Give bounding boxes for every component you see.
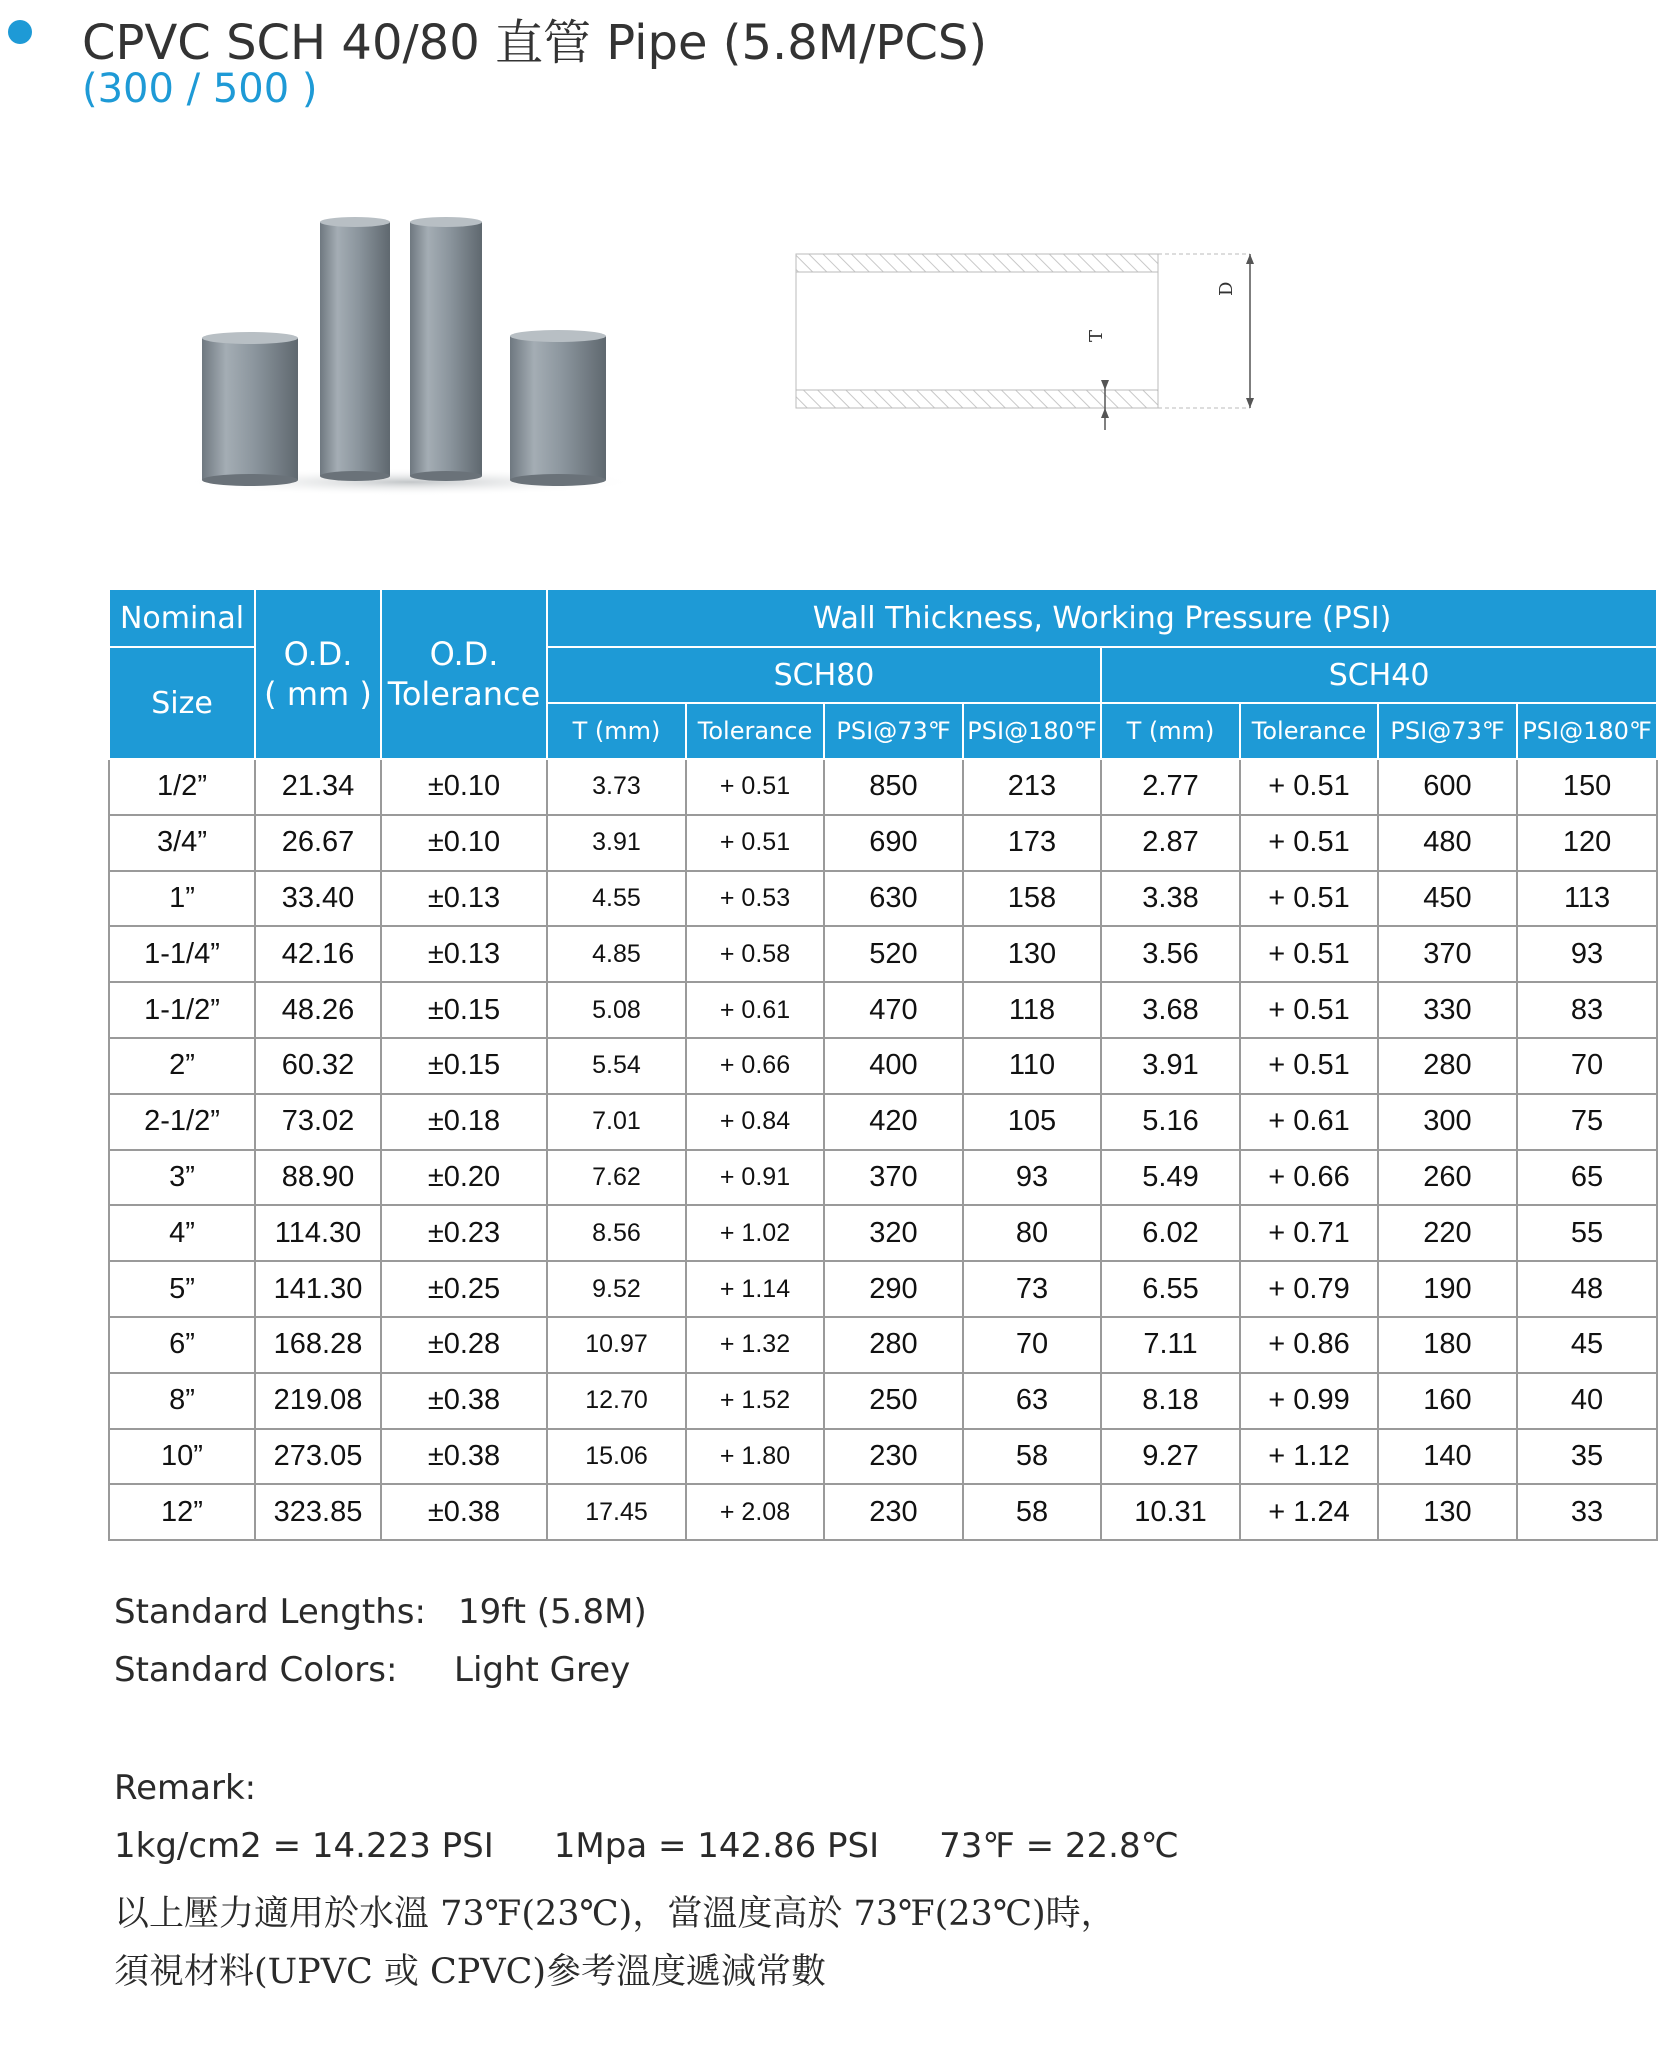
table-cell: 130	[963, 926, 1101, 982]
table-cell: + 0.99	[1240, 1373, 1378, 1429]
table-cell: + 0.51	[1240, 759, 1378, 815]
table-cell: 470	[824, 982, 963, 1038]
standard-colors-row	[114, 1650, 630, 1690]
table-cell: 320	[824, 1205, 963, 1261]
table-cell: 58	[963, 1484, 1101, 1540]
table-cell: + 1.02	[686, 1205, 824, 1261]
table-cell: 26.67	[255, 815, 381, 871]
table-cell: 93	[1517, 926, 1657, 982]
table-cell: + 0.53	[686, 871, 824, 927]
table-cell: 33	[1517, 1484, 1657, 1540]
table-cell: + 1.12	[1240, 1429, 1378, 1485]
table-cell: + 0.84	[686, 1094, 824, 1150]
table-cell: 330	[1378, 982, 1517, 1038]
header-sch80: SCH80	[547, 647, 1101, 703]
header-size: Size	[109, 647, 255, 759]
table-cell: 93	[963, 1150, 1101, 1206]
pipe-product-image	[180, 210, 640, 500]
table-cell: + 0.51	[1240, 982, 1378, 1038]
table-cell: 15.06	[547, 1429, 686, 1485]
table-row	[109, 815, 1657, 871]
table-cell: 8.18	[1101, 1373, 1240, 1429]
table-cell: 40	[1517, 1373, 1657, 1429]
table-cell: ±0.10	[381, 759, 547, 815]
table-cell: 42.16	[255, 926, 381, 982]
table-cell: 5.16	[1101, 1094, 1240, 1150]
table-body	[109, 759, 1657, 1540]
pipe-spec-table	[108, 588, 1658, 1541]
table-cell: 17.45	[547, 1484, 686, 1540]
table-cell: 33.40	[255, 871, 381, 927]
table-cell: 60.32	[255, 1038, 381, 1094]
table-cell: 2.87	[1101, 815, 1240, 871]
table-cell: ±0.28	[381, 1317, 547, 1373]
table-cell: 12.70	[547, 1373, 686, 1429]
table-cell: 690	[824, 815, 963, 871]
table-cell: + 0.71	[1240, 1205, 1378, 1261]
table-cell: ±0.15	[381, 982, 547, 1038]
table-cell: 160	[1378, 1373, 1517, 1429]
table-cell: 5.08	[547, 982, 686, 1038]
standard-colors-label: Standard Colors:	[114, 1650, 398, 1690]
table-cell: 110	[963, 1038, 1101, 1094]
subheader-cell: PSI@180℉	[963, 703, 1101, 759]
table-cell: 600	[1378, 759, 1517, 815]
table-cell: 6.55	[1101, 1261, 1240, 1317]
table-cell: 230	[824, 1429, 963, 1485]
table-cell: 7.62	[547, 1150, 686, 1206]
table-cell: 2-1/2”	[109, 1094, 255, 1150]
table-row	[109, 759, 1657, 815]
conversion-kg: 1kg/cm2 = 14.223 PSI	[114, 1826, 494, 1866]
table-cell: 180	[1378, 1317, 1517, 1373]
table-cell: + 0.66	[686, 1038, 824, 1094]
table-cell: + 0.79	[1240, 1261, 1378, 1317]
table-cell: 65	[1517, 1150, 1657, 1206]
table-cell: 250	[824, 1373, 963, 1429]
table-cell: 2”	[109, 1038, 255, 1094]
table-cell: 10”	[109, 1429, 255, 1485]
table-cell: 3.73	[547, 759, 686, 815]
table-cell: + 1.52	[686, 1373, 824, 1429]
table-cell: 158	[963, 871, 1101, 927]
table-cell: 113	[1517, 871, 1657, 927]
pipe-tall-1	[320, 222, 390, 476]
table-cell: 8”	[109, 1373, 255, 1429]
table-cell: 5.54	[547, 1038, 686, 1094]
table-cell: 70	[963, 1317, 1101, 1373]
table-cell: + 1.14	[686, 1261, 824, 1317]
table-cell: 520	[824, 926, 963, 982]
table-cell: 5”	[109, 1261, 255, 1317]
subheader-cell: Tolerance	[1240, 703, 1378, 759]
table-cell: 3.91	[1101, 1038, 1240, 1094]
table-cell: 290	[824, 1261, 963, 1317]
table-cell: 88.90	[255, 1150, 381, 1206]
table-cell: 4”	[109, 1205, 255, 1261]
table-cell: + 1.24	[1240, 1484, 1378, 1540]
conversion-mpa: 1Mpa = 142.86 PSI	[553, 1826, 880, 1866]
table-cell: ±0.23	[381, 1205, 547, 1261]
table-cell: 3/4”	[109, 815, 255, 871]
table-cell: 1”	[109, 871, 255, 927]
standard-lengths-value: 19ft (5.8M)	[458, 1592, 647, 1632]
table-cell: + 0.51	[1240, 871, 1378, 927]
pipe-section-diagram	[780, 240, 1260, 430]
table-cell: 400	[824, 1038, 963, 1094]
table-cell: 8.56	[547, 1205, 686, 1261]
remark-conversions	[114, 1826, 1179, 1866]
table-cell: ±0.25	[381, 1261, 547, 1317]
header-nominal: Nominal	[109, 589, 255, 647]
table-cell: 75	[1517, 1094, 1657, 1150]
table-cell: 63	[963, 1373, 1101, 1429]
table-cell: + 0.51	[686, 759, 824, 815]
table-cell: 213	[963, 759, 1101, 815]
standard-lengths-row	[114, 1592, 647, 1632]
table-cell: 2.77	[1101, 759, 1240, 815]
subheader-cell: Tolerance	[686, 703, 824, 759]
table-cell: ±0.18	[381, 1094, 547, 1150]
table-cell: 4.85	[547, 926, 686, 982]
table-cell: 48	[1517, 1261, 1657, 1317]
table-cell: 3.91	[547, 815, 686, 871]
table-cell: 9.27	[1101, 1429, 1240, 1485]
table-cell: 141.30	[255, 1261, 381, 1317]
table-cell: ±0.38	[381, 1373, 547, 1429]
table-cell: 168.28	[255, 1317, 381, 1373]
table-cell: + 0.58	[686, 926, 824, 982]
table-cell: 114.30	[255, 1205, 381, 1261]
table-cell: 220	[1378, 1205, 1517, 1261]
table-cell: + 0.51	[1240, 1038, 1378, 1094]
table-cell: 10.97	[547, 1317, 686, 1373]
standard-colors-value: Light Grey	[454, 1650, 631, 1690]
table-row	[109, 982, 1657, 1038]
table-cell: 45	[1517, 1317, 1657, 1373]
table-cell: 6”	[109, 1317, 255, 1373]
table-cell: 140	[1378, 1429, 1517, 1485]
table-cell: + 0.91	[686, 1150, 824, 1206]
table-cell: 370	[824, 1150, 963, 1206]
header-wall-thickness: Wall Thickness, Working Pressure (PSI)	[547, 589, 1657, 647]
bullet-icon	[8, 20, 32, 44]
table-cell: 450	[1378, 871, 1517, 927]
table-cell: 273.05	[255, 1429, 381, 1485]
table-cell: 73	[963, 1261, 1101, 1317]
subheader-cell: PSI@180℉	[1517, 703, 1657, 759]
table-cell: ±0.38	[381, 1429, 547, 1485]
pipe-tall-2	[410, 222, 482, 476]
subheader-cell: T (mm)	[547, 703, 686, 759]
table-cell: 7.11	[1101, 1317, 1240, 1373]
table-row	[109, 1317, 1657, 1373]
table-cell: 370	[1378, 926, 1517, 982]
table-cell: + 0.61	[686, 982, 824, 1038]
table-cell: 480	[1378, 815, 1517, 871]
table-cell: 83	[1517, 982, 1657, 1038]
table-cell: 120	[1517, 815, 1657, 871]
table-cell: 7.01	[547, 1094, 686, 1150]
table-cell: + 1.80	[686, 1429, 824, 1485]
remark-note-2: 須視材料(UPVC 或 CPVC)參考溫度遞減常數	[114, 1952, 827, 1992]
page-subtitle: (300 / 500 )	[82, 66, 318, 112]
table-cell: 21.34	[255, 759, 381, 815]
table-cell: + 2.08	[686, 1484, 824, 1540]
table-cell: ±0.38	[381, 1484, 547, 1540]
pipe-short-right	[510, 336, 606, 480]
table-cell: 105	[963, 1094, 1101, 1150]
table-cell: 300	[1378, 1094, 1517, 1150]
table-cell: 12”	[109, 1484, 255, 1540]
table-cell: + 0.51	[1240, 926, 1378, 982]
diameter-label: D	[1216, 281, 1237, 296]
subheader-cell: T (mm)	[1101, 703, 1240, 759]
table-cell: 1-1/2”	[109, 982, 255, 1038]
table-cell: + 0.66	[1240, 1150, 1378, 1206]
table-cell: 80	[963, 1205, 1101, 1261]
table-cell: 35	[1517, 1429, 1657, 1485]
header-sch40: SCH40	[1101, 647, 1657, 703]
table-cell: + 0.51	[686, 815, 824, 871]
table-cell: ±0.20	[381, 1150, 547, 1206]
thickness-label: T	[1086, 329, 1107, 342]
table-cell: 173	[963, 815, 1101, 871]
table-cell: 6.02	[1101, 1205, 1240, 1261]
page-title: CPVC SCH 40/80 直管 Pipe (5.8M/PCS)	[82, 15, 988, 71]
table-cell: 219.08	[255, 1373, 381, 1429]
subheader-cell: PSI@73℉	[1378, 703, 1517, 759]
table-cell: + 0.61	[1240, 1094, 1378, 1150]
remark-title: Remark:	[114, 1768, 257, 1808]
table-cell: + 1.32	[686, 1317, 824, 1373]
table-cell: 3.38	[1101, 871, 1240, 927]
table-cell: 9.52	[547, 1261, 686, 1317]
table-cell: 48.26	[255, 982, 381, 1038]
table-cell: 850	[824, 759, 963, 815]
table-cell: 3”	[109, 1150, 255, 1206]
table-cell: 3.56	[1101, 926, 1240, 982]
table-cell: 73.02	[255, 1094, 381, 1150]
table-cell: 118	[963, 982, 1101, 1038]
table-row	[109, 1150, 1657, 1206]
table-cell: ±0.13	[381, 926, 547, 982]
remark-note-1: 以上壓力適用於水溫 73℉(23℃)，當溫度高於 73℉(23℃)時，	[114, 1894, 1116, 1934]
pipe-short-left	[202, 338, 298, 480]
table-cell: ±0.13	[381, 871, 547, 927]
table-cell: 3.68	[1101, 982, 1240, 1038]
table-row	[109, 926, 1657, 982]
table-cell: 420	[824, 1094, 963, 1150]
table-cell: 323.85	[255, 1484, 381, 1540]
table-cell: 130	[1378, 1484, 1517, 1540]
table-row	[109, 1429, 1657, 1485]
standard-lengths-label: Standard Lengths:	[114, 1592, 426, 1632]
table-cell: 280	[824, 1317, 963, 1373]
table-cell: ±0.15	[381, 1038, 547, 1094]
table-cell: 58	[963, 1429, 1101, 1485]
table-cell: 280	[1378, 1038, 1517, 1094]
table-row	[109, 1484, 1657, 1540]
table-cell: 5.49	[1101, 1150, 1240, 1206]
table-cell: ±0.10	[381, 815, 547, 871]
table-cell: 55	[1517, 1205, 1657, 1261]
table-row	[109, 871, 1657, 927]
table-cell: + 0.86	[1240, 1317, 1378, 1373]
subheader-cell: PSI@73℉	[824, 703, 963, 759]
header-od: O.D. ( mm )	[255, 589, 381, 759]
table-cell: 260	[1378, 1150, 1517, 1206]
header-od-tolerance: O.D. Tolerance	[381, 589, 547, 759]
table-cell: 150	[1517, 759, 1657, 815]
table-row	[109, 1094, 1657, 1150]
conversion-temp: 73℉ = 22.8℃	[939, 1826, 1179, 1866]
table-cell: 10.31	[1101, 1484, 1240, 1540]
table-cell: 230	[824, 1484, 963, 1540]
table-row	[109, 1205, 1657, 1261]
table-cell: 1-1/4”	[109, 926, 255, 982]
table-cell: 1/2”	[109, 759, 255, 815]
table-cell: 70	[1517, 1038, 1657, 1094]
table-cell: 190	[1378, 1261, 1517, 1317]
table-row	[109, 1373, 1657, 1429]
table-cell: 630	[824, 871, 963, 927]
table-row	[109, 1261, 1657, 1317]
table-cell: + 0.51	[1240, 815, 1378, 871]
table-row	[109, 1038, 1657, 1094]
table-cell: 4.55	[547, 871, 686, 927]
